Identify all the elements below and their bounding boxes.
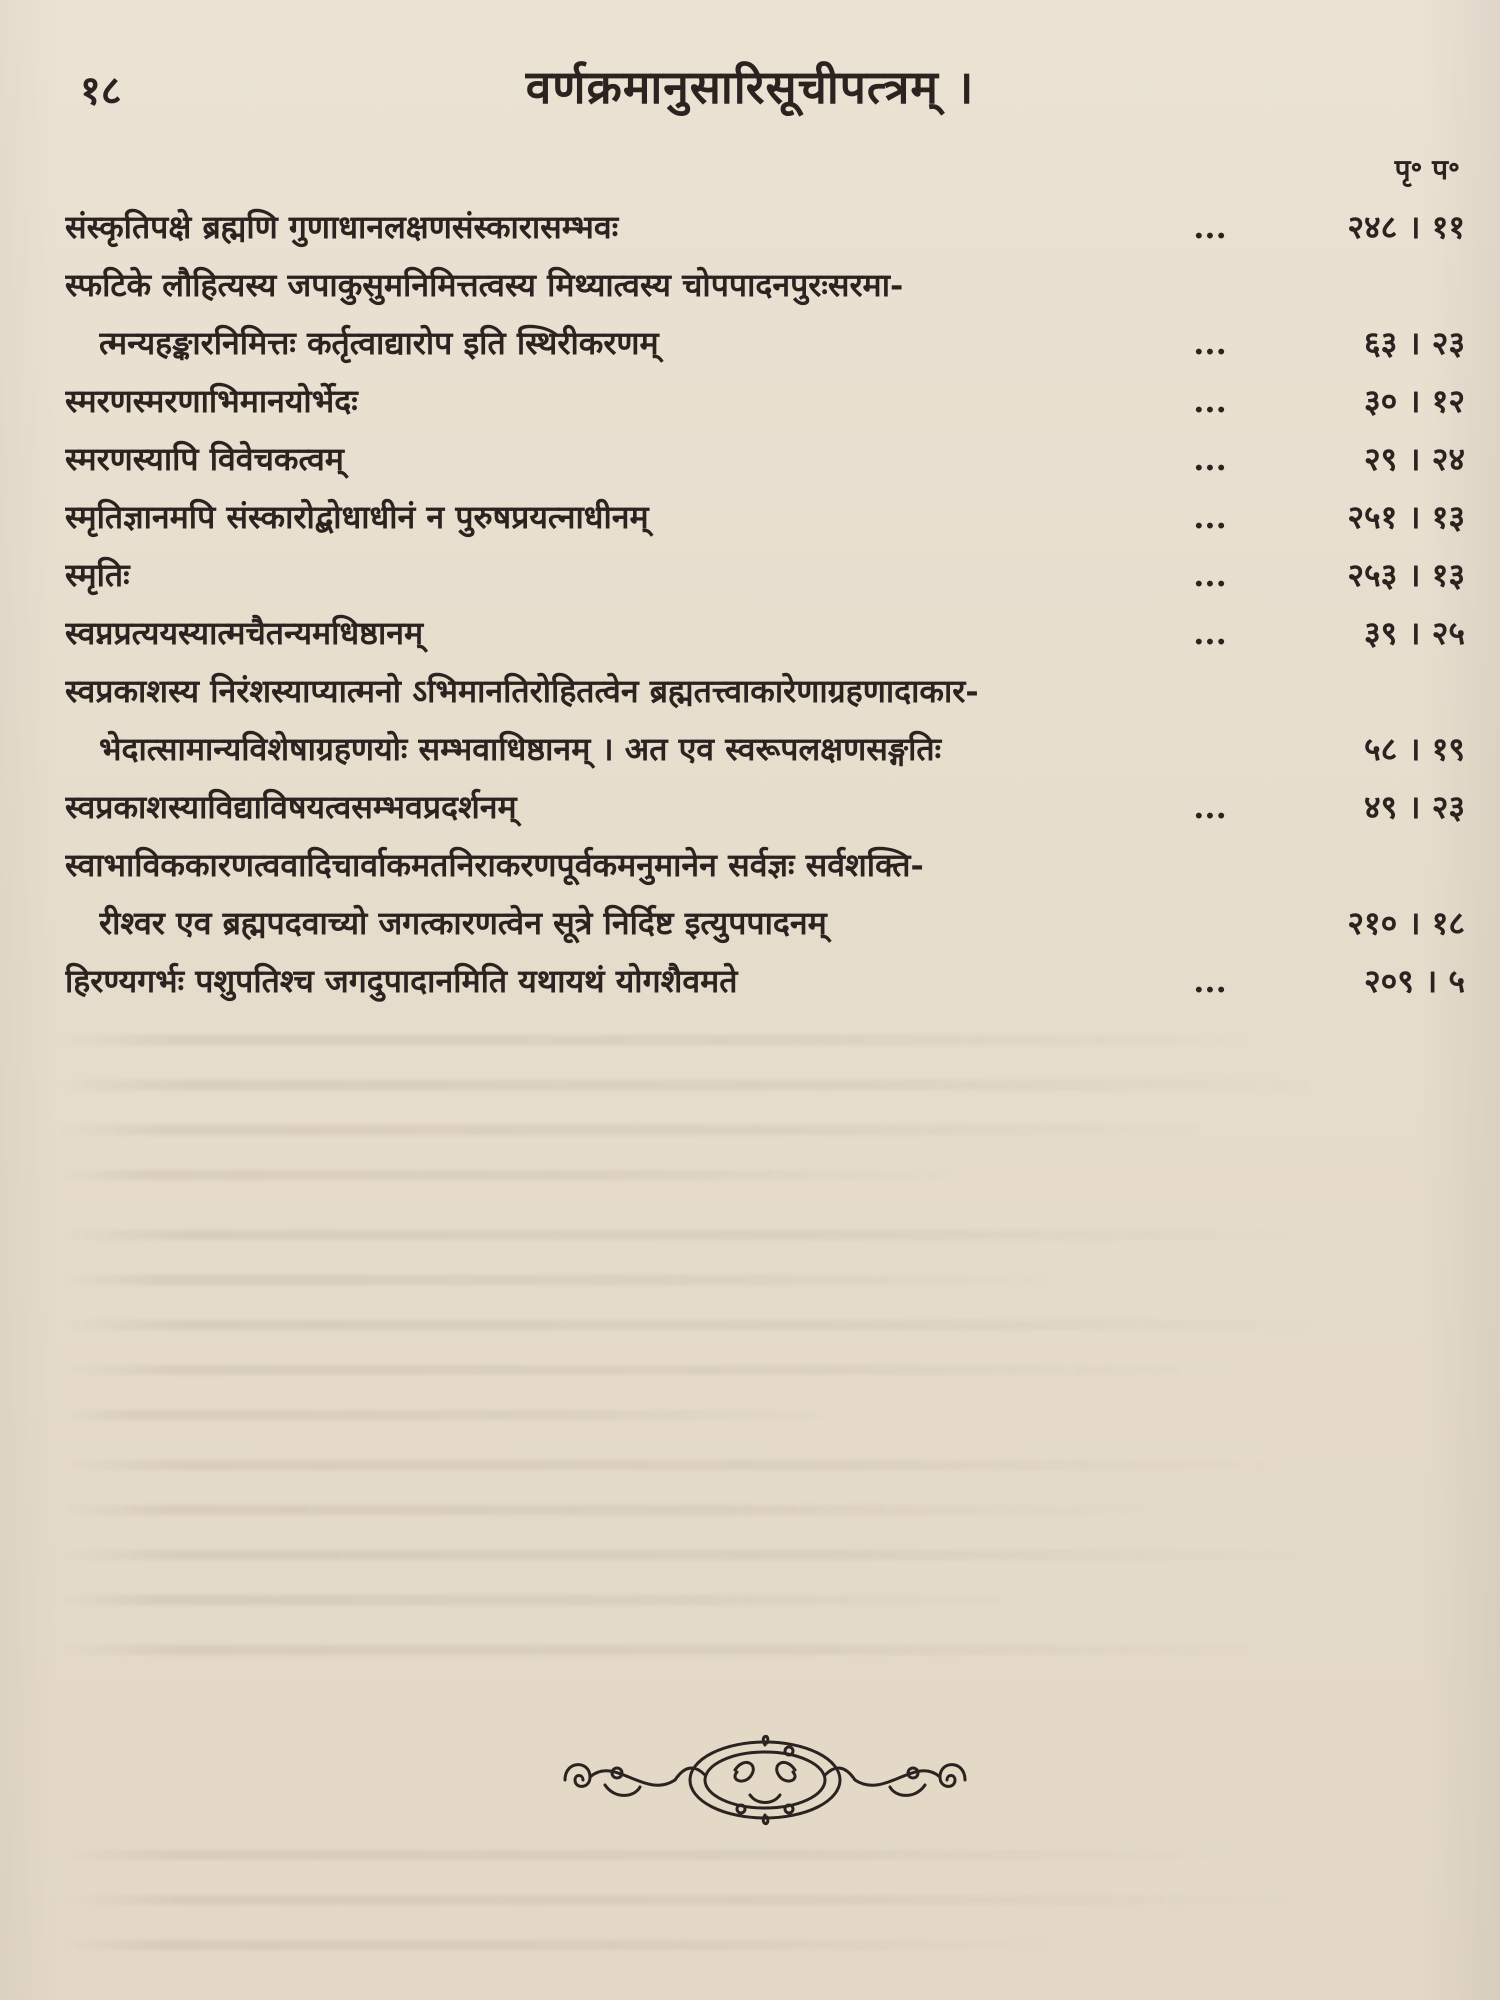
page-line-reference: २४८ । ११ [1347,208,1465,246]
index-entry [65,372,1475,430]
entry-text: स्मरणस्यापि विवेचकत्वम् [65,440,344,478]
index-entry [65,836,1475,952]
page-line-reference: २१० । १८ [1347,904,1465,942]
entry-line [65,952,1475,1010]
index-entry [65,778,1475,836]
page-line-reference: २५१ । १३ [1347,498,1465,536]
index-entry [65,256,1475,372]
leader-dots: ... [1193,208,1227,246]
entry-line [65,256,1475,314]
entry-text: स्वप्रकाशस्याविद्याविषयत्वसम्भवप्रदर्शनम् [65,788,517,826]
page-header [70,55,1430,115]
entry-line [65,604,1475,662]
page-line-reference: ४९ । २३ [1364,788,1465,826]
page-line-reference: ३९ । २५ [1364,614,1465,652]
leader-dots: ... [1193,962,1227,1000]
page-line-reference: ५८ । १९ [1364,730,1465,768]
index-entry [65,198,1475,256]
page-line-reference: २९ । २४ [1364,440,1465,478]
entry-text: स्मृतिः [65,556,130,594]
page-line-column-heading: पृ॰ प॰ [1394,153,1460,186]
entry-line [65,778,1475,836]
entry-line [65,430,1475,488]
index-entry [65,430,1475,488]
entry-text: भेदात्सामान्यविशेषाग्रहणयोः सम्भवाधिष्ठानम् । अत एव स्वरूपलक्षणसङ्गतिः [99,730,942,768]
entry-text: स्वाभाविककारणत्ववादिचार्वाकमतनिराकरणपूर्वकमनुमानेन सर्वज्ञः सर्वशक्ति- [65,846,924,884]
leader-dots: ... [1193,788,1227,826]
page-number: १८ [80,67,122,114]
entry-continuation-line [65,314,1475,372]
page-line-reference: २०९ । ५ [1364,962,1465,1000]
entry-text: स्वप्रकाशस्य निरंशस्याप्यात्मनो ऽभिमानतिरोहितत्वेन ब्रह्मतत्त्वाकारेणाग्रहणादाकार- [65,672,979,710]
leader-dots: ... [1193,614,1227,652]
entry-line [65,662,1475,720]
index-entry [65,662,1475,778]
leader-dots: ... [1193,498,1227,536]
entry-line [65,488,1475,546]
entry-text: रीश्वर एव ब्रह्मपदवाच्यो जगत्कारणत्वेन सूत्रे निर्दिष्ट इत्युपपादनम् [99,904,827,942]
index-entry [65,488,1475,546]
page-line-reference: ३० । १२ [1364,382,1465,420]
entry-text: त्मन्यहङ्कारनिमित्तः कर्तृत्वाद्यारोप इति स्थिरीकरणम् [99,324,659,362]
page-title: वर्णक्रमानुसारिसूचीपत्त्रम् । [525,60,975,114]
entry-continuation-line [65,894,1475,952]
entry-line [65,836,1475,894]
floral-scroll-ornament-icon [545,1725,985,1835]
leader-dots: ... [1193,324,1227,362]
leader-dots: ... [1193,556,1227,594]
entry-text: हिरण्यगर्भः पशुपतिश्च जगदुपादानमिति यथायथं योगशैवमते [65,962,738,1000]
entry-text: स्फटिके लौहित्यस्य जपाकुसुमनिमित्तत्वस्य मिथ्यात्वस्य चोपपादनपुरःसरमा- [65,266,904,304]
entry-continuation-line [65,720,1475,778]
index-entries-list [65,198,1475,1010]
page-line-reference: २५३ । १३ [1347,556,1465,594]
index-entry [65,952,1475,1010]
entry-text: स्मरणस्मरणाभिमानयोर्भेदः [65,382,358,420]
entry-line [65,198,1475,256]
leader-dots: ... [1193,382,1227,420]
entry-text: स्वप्नप्रत्ययस्यात्मचैतन्यमधिष्ठानम् [65,614,424,652]
entry-text: स्मृतिज्ञानमपि संस्कारोद्बोधाधीनं न पुरुषप्रयत्नाधीनम् [65,498,649,536]
entry-line [65,372,1475,430]
index-entry [65,604,1475,662]
leader-dots: ... [1193,440,1227,478]
index-entry [65,546,1475,604]
entry-text: संस्कृतिपक्षे ब्रह्मणि गुणाधानलक्षणसंस्कारासम्भवः [65,208,619,246]
entry-line [65,546,1475,604]
page-line-reference: ६३ । २३ [1364,324,1465,362]
